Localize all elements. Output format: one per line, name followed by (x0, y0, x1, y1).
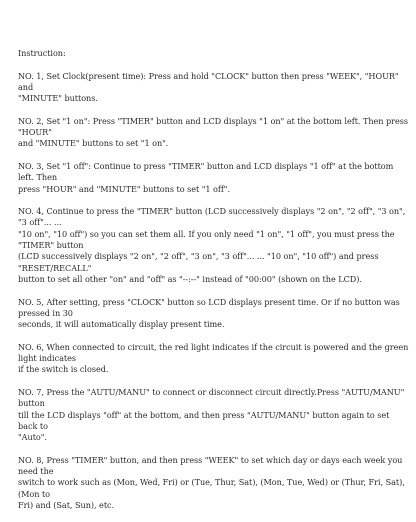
step-4-text: NO. 4, Continue to press the "TIMER" button (LCD successively displays "2 on", "2 off", "3 on", "3 off"... ... "10 on", "10 off") so you can set them all. If you only need "1 on", "1 off", you must press the "TIMER" button (LCD successively displays "2 on", "2 off", "3 on", "3 off"... ... "10 on", "10 off") and press "RESET/RECALL" button to set all other "on" and "off" as "--:--" instead of "00:00" (shown on the LCD). (18, 206, 406, 284)
instruction-document (18, 48, 410, 522)
step-2-text: NO. 2, Set "1 on": Press "TIMER" button and LCD displays "1 on" at the bottom left. Then press "HOUR" and "MINUTE" buttons to set "1 on". (18, 115, 408, 149)
step-8-text: NO. 8, Press "TIMER" button, and then press "WEEK" to set which day or days each week you need the switch to work such as (Mon, Wed, Fri) or (Tue, Thur, Sat), (Mon, Tue, Wed) or (Thur, Fri, Sat), (Mon to Fri) and (Sat, Sun), etc. (18, 454, 405, 510)
step-7-text: NO. 7, Press the "AUTU/MANU" to connect or disconnect circuit directly.Press "AUTU/MANU" button till the LCD displays "off" at the bottom, and then press "AUTU/MANU" button again to set back to "Auto". (18, 386, 405, 443)
step-3-text: NO. 3, Set "1 off": Continue to press "TIMER" button and LCD displays "1 off" at the bottom left. Then press "HOUR" and "MINUTE" buttons to set "1 off". (18, 160, 394, 194)
instruction-title: Instruction: (18, 48, 66, 58)
step-6-text: NO. 6, When connected to circuit, the red light indicates if the circuit is powered and the green light indicates if the switch is closed. (18, 341, 409, 375)
step-1-text: NO. 1, Set Clock(present time): Press and hold "CLOCK" button then press "WEEK", "HOUR" and "MINUTE" buttons. (18, 70, 399, 104)
step-5-text: NO. 5, After setting, press "CLOCK" button so LCD displays present time. Or if no button was pressed in 30 seconds, it will automatically display present time. (18, 296, 400, 330)
